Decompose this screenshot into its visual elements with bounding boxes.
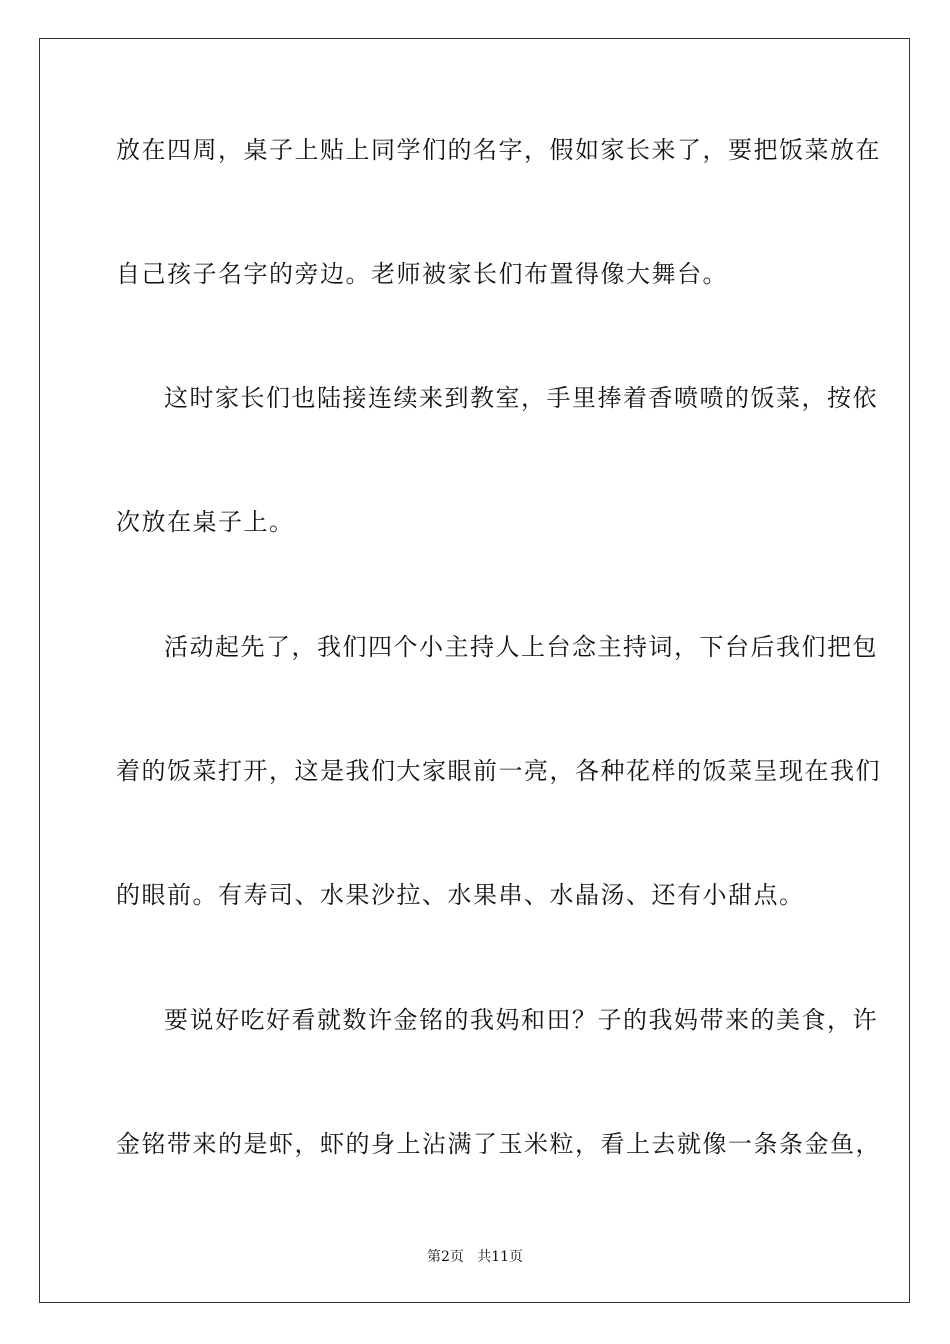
- paragraph-first-line: 活动起先了，我们四个小主持人上台念主持词，下台后我们把包: [164, 633, 878, 661]
- page-frame: [39, 38, 910, 1303]
- body-text-line: 的眼前。有寿司、水果沙拉、水果串、水晶汤、还有小甜点。: [116, 881, 805, 909]
- page-number-footer: 第2页 共11页: [426, 1249, 524, 1265]
- body-text-line: 次放在桌子上。: [116, 508, 295, 536]
- body-text-line: 着的饭菜打开，这是我们大家眼前一亮，各种花样的饭菜呈现在我们: [116, 757, 881, 785]
- paragraph-first-line: 这时家长们也陆接连续来到教室，手里捧着香喷喷的饭菜，按依: [164, 384, 878, 412]
- body-text-line: 放在四周，桌子上贴上同学们的名字，假如家长来了，要把饭菜放在: [116, 136, 881, 164]
- paragraph-first-line: 要说好吃好看就数许金铭的我妈和田？子的我妈带来的美食，许: [164, 1006, 878, 1034]
- body-text-line: 自己孩子名字的旁边。老师被家长们布置得像大舞台。: [116, 260, 728, 288]
- body-text-line: 金铭带来的是虾，虾的身上沾满了玉米粒，看上去就像一条条金鱼，: [116, 1130, 881, 1158]
